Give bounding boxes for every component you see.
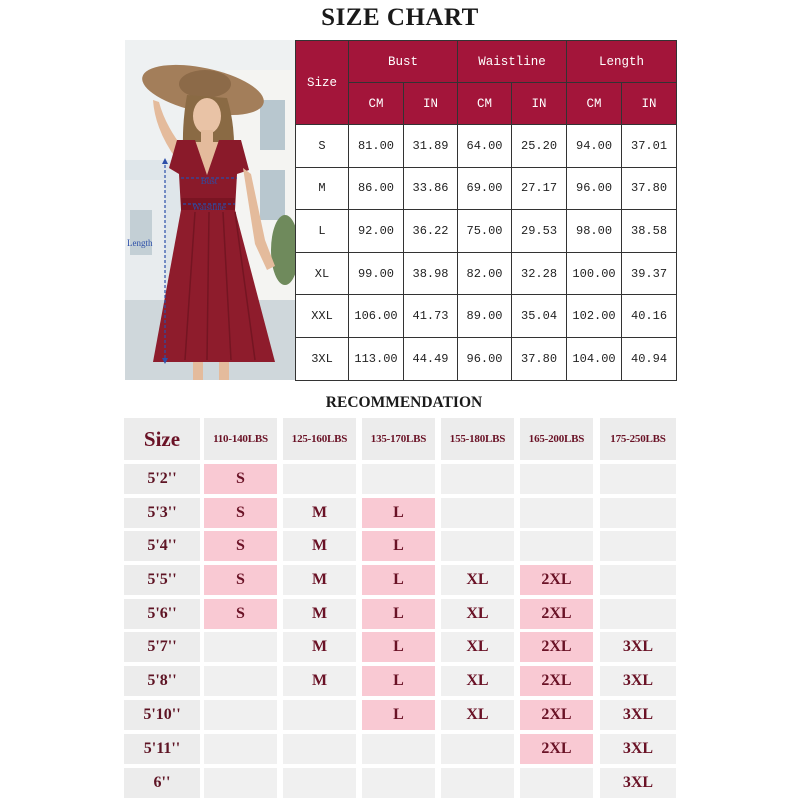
- size-recommendation-cell: 3XL: [600, 666, 676, 696]
- size-label-cell: L: [296, 210, 349, 253]
- weight-header: 165-200LBS: [520, 418, 593, 460]
- size-recommendation-cell: 2XL: [520, 565, 593, 595]
- measurement-cell: 39.37: [622, 252, 677, 295]
- size-recommendation-cell: M: [283, 565, 356, 595]
- empty-cell: [520, 768, 593, 798]
- size-label-cell: XXL: [296, 295, 349, 338]
- size-label-cell: XL: [296, 252, 349, 295]
- measurement-cell: 25.20: [512, 125, 567, 168]
- unit-header: CM: [349, 83, 404, 125]
- size-recommendation-cell: M: [283, 498, 356, 528]
- measurement-cell: 96.00: [458, 337, 512, 380]
- size-chart-table: [295, 40, 677, 381]
- empty-cell: [204, 700, 277, 730]
- empty-cell: [362, 464, 435, 494]
- height-cell: 6'': [124, 768, 200, 798]
- size-recommendation-cell: XL: [441, 700, 514, 730]
- size-chart-header-row: [296, 41, 677, 83]
- measurement-cell: 64.00: [458, 125, 512, 168]
- weight-header: 125-160LBS: [283, 418, 356, 460]
- size-label-cell: M: [296, 167, 349, 210]
- measurement-cell: 89.00: [458, 295, 512, 338]
- empty-cell: [600, 498, 676, 528]
- empty-cell: [600, 565, 676, 595]
- empty-cell: [283, 734, 356, 764]
- measurement-cell: 35.04: [512, 295, 567, 338]
- measurement-cell: 38.58: [622, 210, 677, 253]
- size-recommendation-cell: 3XL: [600, 734, 676, 764]
- empty-cell: [283, 768, 356, 798]
- measurement-cell: 33.86: [404, 167, 458, 210]
- measurement-cell: 41.73: [404, 295, 458, 338]
- size-chart-size-header: Size: [296, 41, 349, 125]
- measurement-cell: 29.53: [512, 210, 567, 253]
- empty-cell: [362, 768, 435, 798]
- length-label: Length: [127, 238, 153, 248]
- weight-header: 110-140LBS: [204, 418, 277, 460]
- recommendation-size-header: Size: [124, 418, 200, 460]
- unit-header: IN: [404, 83, 458, 125]
- measurement-cell: 82.00: [458, 252, 512, 295]
- measurement-cell: 113.00: [349, 337, 404, 380]
- table-row: [296, 125, 677, 168]
- size-chart-body: [296, 125, 677, 381]
- size-recommendation-cell: L: [362, 531, 435, 561]
- measurement-cell: 37.80: [512, 337, 567, 380]
- size-recommendation-cell: XL: [441, 599, 514, 629]
- weight-header: 155-180LBS: [441, 418, 514, 460]
- height-cell: 5'10'': [124, 700, 200, 730]
- empty-cell: [520, 498, 593, 528]
- size-recommendation-cell: L: [362, 666, 435, 696]
- size-recommendation-cell: S: [204, 464, 277, 494]
- size-recommendation-cell: 2XL: [520, 632, 593, 662]
- measurement-cell: 36.22: [404, 210, 458, 253]
- size-label-cell: 3XL: [296, 337, 349, 380]
- length-header: Length: [567, 41, 677, 83]
- size-recommendation-cell: M: [283, 531, 356, 561]
- size-recommendation-cell: L: [362, 565, 435, 595]
- measurement-cell: 32.28: [512, 252, 567, 295]
- empty-cell: [204, 632, 277, 662]
- measurement-cell: 37.80: [622, 167, 677, 210]
- measurement-cell: 86.00: [349, 167, 404, 210]
- height-cell: 5'2'': [124, 464, 200, 494]
- empty-cell: [204, 734, 277, 764]
- size-recommendation-cell: M: [283, 666, 356, 696]
- size-recommendation-cell: L: [362, 632, 435, 662]
- waistline-header: Waistline: [458, 41, 567, 83]
- size-recommendation-cell: S: [204, 531, 277, 561]
- measurement-cell: 75.00: [458, 210, 512, 253]
- measurement-cell: 69.00: [458, 167, 512, 210]
- model-photo: [125, 40, 295, 380]
- size-recommendation-cell: M: [283, 632, 356, 662]
- bust-label: Bust: [200, 176, 218, 186]
- measurement-cell: 92.00: [349, 210, 404, 253]
- empty-cell: [441, 768, 514, 798]
- size-recommendation-cell: 2XL: [520, 666, 593, 696]
- empty-cell: [204, 666, 277, 696]
- measurement-cell: 102.00: [567, 295, 622, 338]
- height-cell: 5'11'': [124, 734, 200, 764]
- size-recommendation-cell: 2XL: [520, 700, 593, 730]
- size-recommendation-cell: S: [204, 599, 277, 629]
- measurement-cell: 38.98: [404, 252, 458, 295]
- size-recommendation-cell: M: [283, 599, 356, 629]
- bust-header: Bust: [349, 41, 458, 83]
- table-row: [296, 295, 677, 338]
- size-recommendation-cell: L: [362, 498, 435, 528]
- measurement-cell: 44.49: [404, 337, 458, 380]
- size-recommendation-cell: XL: [441, 632, 514, 662]
- height-cell: 5'6'': [124, 599, 200, 629]
- measurement-cell: 40.94: [622, 337, 677, 380]
- measurement-cell: 94.00: [567, 125, 622, 168]
- measurement-cell: 40.16: [622, 295, 677, 338]
- size-recommendation-cell: 2XL: [520, 599, 593, 629]
- page-title: SIZE CHART: [321, 4, 479, 31]
- height-cell: 5'4'': [124, 531, 200, 561]
- table-row: [296, 167, 677, 210]
- measurement-cell: 104.00: [567, 337, 622, 380]
- measurement-cell: 106.00: [349, 295, 404, 338]
- empty-cell: [441, 464, 514, 494]
- size-recommendation-cell: L: [362, 599, 435, 629]
- unit-header: IN: [512, 83, 567, 125]
- table-row: [296, 337, 677, 380]
- size-recommendation-cell: XL: [441, 666, 514, 696]
- empty-cell: [441, 734, 514, 764]
- weight-header: 135-170LBS: [362, 418, 435, 460]
- measurement-cell: 81.00: [349, 125, 404, 168]
- size-recommendation-cell: S: [204, 498, 277, 528]
- table-row: [296, 252, 677, 295]
- size-recommendation-cell: L: [362, 700, 435, 730]
- empty-cell: [600, 464, 676, 494]
- size-recommendation-cell: S: [204, 565, 277, 595]
- measurement-cell: 98.00: [567, 210, 622, 253]
- measurement-cell: 27.17: [512, 167, 567, 210]
- unit-header: CM: [458, 83, 512, 125]
- empty-cell: [600, 531, 676, 561]
- empty-cell: [600, 599, 676, 629]
- empty-cell: [204, 768, 277, 798]
- empty-cell: [441, 498, 514, 528]
- empty-cell: [441, 531, 514, 561]
- empty-cell: [283, 700, 356, 730]
- measurement-cell: 96.00: [567, 167, 622, 210]
- table-row: [296, 210, 677, 253]
- unit-header: CM: [567, 83, 622, 125]
- size-label-cell: S: [296, 125, 349, 168]
- size-recommendation-cell: XL: [441, 565, 514, 595]
- size-recommendation-cell: 3XL: [600, 700, 676, 730]
- model-illustration: [125, 40, 295, 380]
- measurement-cell: 37.01: [622, 125, 677, 168]
- size-recommendation-cell: 2XL: [520, 734, 593, 764]
- empty-cell: [362, 734, 435, 764]
- recommendation-grid: [124, 418, 676, 800]
- height-cell: 5'7'': [124, 632, 200, 662]
- empty-cell: [520, 531, 593, 561]
- height-cell: 5'8'': [124, 666, 200, 696]
- empty-cell: [520, 464, 593, 494]
- size-recommendation-cell: 3XL: [600, 768, 676, 798]
- measurement-cell: 100.00: [567, 252, 622, 295]
- weight-header: 175-250LBS: [600, 418, 676, 460]
- size-recommendation-cell: 3XL: [600, 632, 676, 662]
- measurement-cell: 99.00: [349, 252, 404, 295]
- unit-header: IN: [622, 83, 677, 125]
- height-cell: 5'3'': [124, 498, 200, 528]
- empty-cell: [283, 464, 356, 494]
- waistline-label: Waistline: [192, 202, 226, 212]
- size-chart-units-row: [296, 83, 677, 125]
- measurement-cell: 31.89: [404, 125, 458, 168]
- height-cell: 5'5'': [124, 565, 200, 595]
- recommendation-title: RECOMMENDATION: [325, 394, 483, 411]
